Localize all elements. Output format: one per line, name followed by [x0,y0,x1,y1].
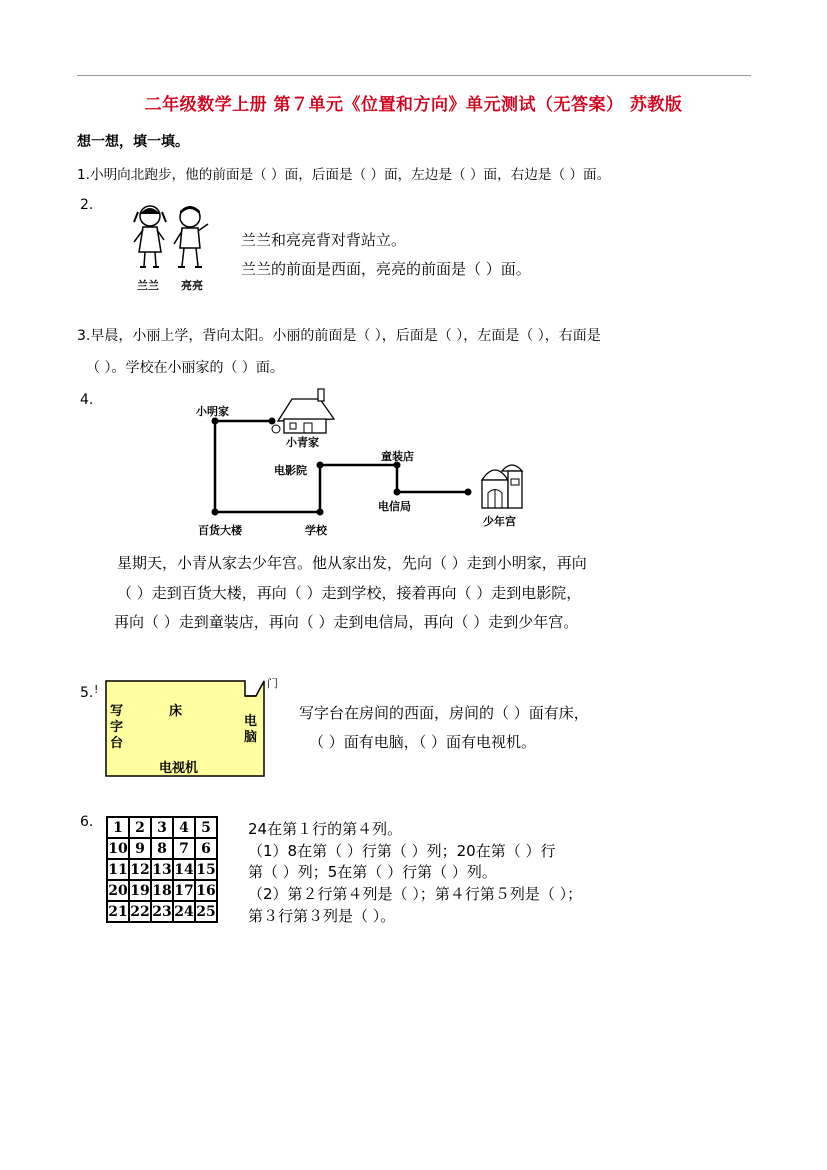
grid-cell: 7 [173,838,195,859]
grid-cell: 2 [129,817,151,838]
question-6-number: 6. [80,814,94,830]
grid-cell: 23 [151,901,173,922]
question-6-line1: 24在第１行的第４列。 [248,820,403,838]
question-6-line5: 第３行第３列是（ ）。 [248,907,396,925]
grid-cell: 25 [195,901,217,922]
room-bed: 床 [169,704,183,719]
grid-cell: 4 [173,817,195,838]
label-telecom: 电信局 [378,500,411,513]
stray-mark: ! [94,683,99,696]
girl-figure [134,206,166,267]
question-4-line3: 再向（ ）走到童装店，再向（ ）走到电信局，再向（ ）走到少年宫。 [114,613,579,631]
children-illustration [128,200,218,276]
question-2-number: 2. [80,197,94,213]
grid-cell: 10 [107,838,129,859]
grid-cell: 18 [151,880,173,901]
room-door: 门 [267,677,278,690]
youth-palace-icon [482,465,522,508]
grid-cell: 3 [151,817,173,838]
grid-cell: 9 [129,838,151,859]
grid-cell: 13 [151,859,173,880]
question-4-number: 4. [80,392,94,408]
room-computer: 电脑 [244,714,258,745]
boy-figure [174,206,208,267]
number-grid [106,816,218,923]
question-6-line4: （2）第２行第４列是（ ）；第４行第５列是（ ）； [248,885,583,903]
label-school: 学校 [305,524,327,537]
header-rule [77,75,751,76]
grid-row [107,838,217,859]
label-liangliang: 亮亮 [181,279,203,292]
question-6-line3: 第（ ）列；5在第（ ）行第（ ）列。 [248,863,497,881]
question-2-line1: 兰兰和亮亮背对背站立。 [241,231,407,249]
label-lanlan: 兰兰 [137,279,159,292]
question-3-line2: （ ）。学校在小丽家的（ ）面。 [86,360,284,376]
grid-cell: 19 [129,880,151,901]
question-5-line1: 写字台在房间的西面，房间的（ ）面有床， [299,704,589,722]
grid-cell: 5 [195,817,217,838]
label-department-store: 百货大楼 [198,524,242,537]
label-xiaoming-home: 小明家 [196,405,229,418]
room-tv: 电视机 [159,761,199,776]
grid-cell: 15 [195,859,217,880]
room-desk: 写字台 [110,704,124,751]
house-icon [272,389,334,433]
grid-cell: 1 [107,817,129,838]
grid-cell: 12 [129,859,151,880]
question-4-line1: 星期天，小青从家去少年宫。他从家出发，先向（ ）走到小明家，再向 [117,554,587,572]
label-youth-palace: 少年宫 [483,515,516,528]
question-6-line2: （1）8在第（ ）行第（ ）列；20在第（ ）行 [248,842,556,860]
question-1: 1.小明向北跑步，他的前面是（ ）面，后面是（ ）面，左边是（ ）面，右边是（ ）面。 [77,167,611,183]
grid-cell: 20 [107,880,129,901]
question-5-line2: （ ）面有电脑，（ ）面有电视机。 [309,733,537,751]
grid-cell: 21 [107,901,129,922]
grid-cell: 8 [151,838,173,859]
section-heading: 想一想，填一填。 [77,134,189,150]
grid-row [107,901,217,922]
grid-cell: 14 [173,859,195,880]
question-5-number: 5. [80,685,94,701]
label-xiaoqing-home: 小青家 [286,436,319,449]
question-3-line1: 3.早晨，小丽上学，背向太阳。小丽的前面是（ ），后面是（ ），左面是（ ），右面是 [77,328,601,344]
grid-row [107,859,217,880]
question-4-line2: （ ）走到百货大楼，再向（ ）走到学校，接着再向（ ）走到电影院， [117,584,582,602]
grid-row [107,880,217,901]
grid-cell: 17 [173,880,195,901]
grid-cell: 6 [195,838,217,859]
grid-cell: 22 [129,901,151,922]
grid-cell: 11 [107,859,129,880]
label-cinema: 电影院 [274,464,307,477]
grid-row [107,817,217,838]
question-2-line2: 兰兰的前面是西面，亮亮的前面是（ ）面。 [241,260,531,278]
label-clothing-store: 童装店 [381,450,414,463]
page-title: 二年级数学上册 第７单元《位置和方向》单元测试（无答案） 苏教版 [144,95,683,115]
grid-cell: 16 [195,880,217,901]
grid-cell: 24 [173,901,195,922]
